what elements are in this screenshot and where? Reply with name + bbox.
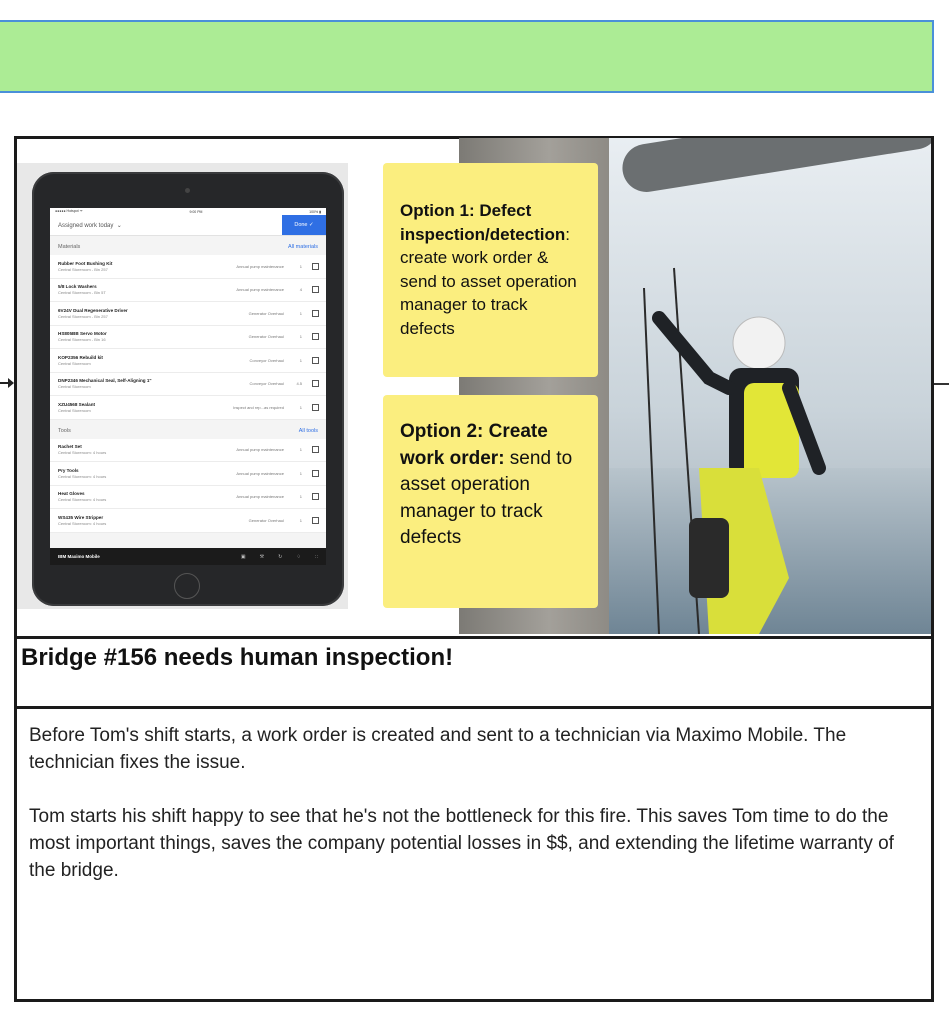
- item-checkbox[interactable]: [312, 517, 319, 524]
- bell-icon[interactable]: ♢: [296, 553, 301, 560]
- list-item[interactable]: [50, 279, 326, 303]
- item-name: KOP2356 Rebuild kit: [58, 354, 103, 360]
- option-2-note: [383, 395, 598, 608]
- item-name: WS435 Wire Stripper: [58, 514, 104, 520]
- item-checkbox[interactable]: [312, 333, 319, 340]
- list-item[interactable]: [50, 326, 326, 350]
- item-checkbox[interactable]: [312, 286, 319, 293]
- all-materials-link[interactable]: All materials: [288, 244, 318, 250]
- arrow-right-icon: [0, 377, 14, 389]
- assigned-work-label: Assigned work today: [58, 222, 114, 229]
- item-location: Central Storeroom - Bin 257: [58, 266, 108, 272]
- item-job: Inspect and rep...as required: [233, 404, 284, 410]
- footer-brand: IBM Maximo Mobile: [58, 554, 100, 559]
- status-carrier: ●●●●● Hotspot ᯤ: [55, 209, 83, 213]
- item-location: Central Storeroom: [58, 360, 91, 366]
- item-job: Annual pump maintenance: [236, 287, 284, 293]
- item-info: [58, 284, 204, 295]
- scene-description: [29, 722, 909, 911]
- done-button[interactable]: [282, 215, 326, 235]
- item-info: [58, 515, 204, 526]
- item-job: Conveyor Overhaul: [249, 357, 284, 363]
- item-name: HS805BB Servo Motor: [58, 331, 107, 337]
- description-paragraph-2: Tom starts his shift happy to see that he's not the bottleneck for this fire. This saves Tom time to do the most important things, saves the company potential losses in $$, and extending the lifetime warranty of the bridge.: [29, 806, 894, 881]
- item-qty: 1: [299, 263, 302, 269]
- item-name: Rachet Set: [58, 444, 82, 450]
- materials-label: Materials: [58, 244, 81, 250]
- home-button: [174, 573, 200, 599]
- status-bar: [50, 208, 326, 215]
- camera-icon: [185, 188, 190, 193]
- list-item[interactable]: [50, 349, 326, 373]
- list-item[interactable]: [50, 462, 326, 486]
- item-checkbox[interactable]: [312, 470, 319, 477]
- item-qty: 4.5: [296, 381, 302, 387]
- item-job: Annual pump maintenance: [236, 470, 284, 476]
- item-info: [58, 378, 204, 389]
- item-qty: 1: [299, 470, 302, 476]
- item-qty: 1: [299, 334, 302, 340]
- item-name: DNP2346 Mechanical Seal, Self-Aligning 1": [58, 378, 152, 384]
- tools-label: Tools: [58, 427, 71, 434]
- chevron-down-icon: ⌄: [115, 222, 122, 229]
- item-name: 6V24V Dual Regenerative Driver: [58, 307, 128, 313]
- item-info: [58, 468, 204, 479]
- item-qty: 1: [299, 404, 302, 410]
- item-location: Central Storeroom - Bin 16: [58, 337, 106, 343]
- list-item[interactable]: [50, 509, 326, 533]
- item-info: [58, 308, 204, 319]
- item-location: Central Storeroom - Bin 5T: [58, 290, 106, 296]
- item-checkbox[interactable]: [312, 493, 319, 500]
- calendar-icon[interactable]: ▣: [240, 553, 246, 560]
- status-time: 9:00 PM: [189, 209, 203, 214]
- list-item[interactable]: [50, 302, 326, 326]
- item-qty: 1: [299, 357, 302, 363]
- item-name: Rubber Foot Bushing Kit: [58, 260, 113, 266]
- item-location: Central Storeroom: 4 hours: [58, 473, 107, 479]
- tools-icon[interactable]: ⚒: [259, 553, 265, 560]
- item-name: Pry Tools: [58, 467, 79, 473]
- item-name: 5/8 Lock Washers: [58, 284, 97, 290]
- divider: [17, 706, 931, 709]
- item-qty: 1: [299, 494, 302, 500]
- list-item[interactable]: [50, 255, 326, 279]
- tools-list: [50, 439, 326, 533]
- option-1-title: Option 1: Defect inspection/detection: [400, 201, 566, 244]
- assigned-work-dropdown[interactable]: [50, 222, 122, 229]
- item-job: Annual pump maintenance: [236, 494, 284, 500]
- item-info: [58, 261, 204, 272]
- item-checkbox[interactable]: [312, 404, 319, 411]
- item-location: Central Storeroom: 4 hours: [58, 520, 107, 526]
- item-info: [58, 331, 204, 342]
- item-checkbox[interactable]: [312, 310, 319, 317]
- option-2-text: send to asset operation manager to track defects: [400, 447, 573, 548]
- maximo-mobile-screen: [50, 208, 326, 565]
- item-location: Central Storeroom: [58, 407, 91, 413]
- connector-line: [934, 383, 949, 385]
- item-job: Generator Overhaul: [248, 334, 284, 340]
- app-header: [50, 215, 326, 236]
- item-location: Central Storeroom: 4 hours: [58, 497, 107, 503]
- item-qty: 1: [299, 447, 302, 453]
- scene-caption: Bridge #156 needs human inspection!: [21, 644, 454, 671]
- option-2-title: Option 2: Create work order:: [400, 421, 548, 469]
- option-1-text: : create work order & send to asset operation manager to track defects: [400, 224, 577, 338]
- list-item[interactable]: [50, 373, 326, 397]
- list-item[interactable]: [50, 486, 326, 510]
- all-tools-link[interactable]: All tools: [298, 427, 318, 434]
- materials-list: [50, 255, 326, 420]
- item-info: [58, 355, 204, 366]
- done-label: Done: [294, 222, 308, 228]
- tools-section-header: [50, 420, 326, 439]
- app-footer: [50, 548, 326, 565]
- materials-section-header: [50, 236, 326, 255]
- item-checkbox[interactable]: [312, 357, 319, 364]
- list-item[interactable]: [50, 439, 326, 463]
- item-checkbox[interactable]: [312, 263, 319, 270]
- item-qty: 1: [299, 310, 302, 316]
- tablet-device: [32, 172, 344, 606]
- item-checkbox[interactable]: [312, 380, 319, 387]
- check-circle-icon: ✓: [307, 222, 314, 228]
- item-job: Annual pump maintenance: [236, 263, 284, 269]
- item-info: [58, 491, 204, 502]
- item-checkbox[interactable]: [312, 446, 319, 453]
- grid-icon[interactable]: ∷: [314, 553, 318, 560]
- item-job: Generator Overhaul: [248, 310, 284, 316]
- item-name: Heat Gloves: [58, 491, 85, 497]
- top-banner: [0, 20, 934, 93]
- item-job: Annual pump maintenance: [236, 447, 284, 453]
- footer-icons: [241, 554, 318, 560]
- item-job: Generator Overhaul: [248, 517, 284, 523]
- description-paragraph-1: Before Tom's shift starts, a work order is created and sent to a technician via Maximo Mobile. The technician fixes the issue.: [29, 725, 847, 773]
- item-job: Conveyor Overhaul: [249, 381, 284, 387]
- item-qty: 4: [299, 287, 302, 293]
- item-location: Central Storeroom - Bin 257: [58, 313, 108, 319]
- sync-icon[interactable]: ↻: [278, 553, 283, 560]
- status-battery: 100% ▮: [309, 209, 321, 214]
- item-info: [58, 402, 204, 413]
- item-qty: 1: [299, 517, 302, 523]
- item-info: [58, 444, 204, 455]
- item-location: Central Storeroom: [58, 384, 91, 390]
- option-1-note: [383, 163, 598, 377]
- list-item[interactable]: [50, 396, 326, 420]
- item-location: Central Storeroom: 4 hours: [58, 450, 107, 456]
- item-name: XZU4568 Sealant: [58, 401, 96, 407]
